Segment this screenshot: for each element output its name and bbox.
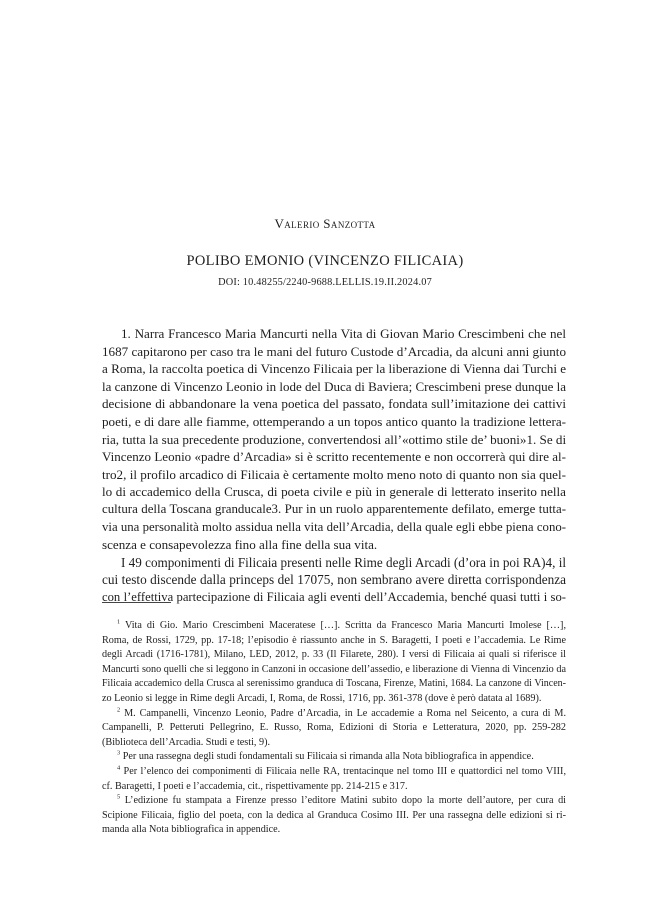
footnote-number: 5 xyxy=(117,794,121,801)
footnote-line: degli Arcadi (1716-1781), Milano, LED, 2012, p. 33 (Il Filarete, 280). I versi di Filicaia ai quali si riferisce il xyxy=(102,649,566,661)
footnote-line: Vita di Gio. Mario Crescimbeni Maceratese […]. Scritta da Francesco Maria Mancurti Imolese […], xyxy=(124,620,566,631)
body-line: scenza e consapevolezza fino alla fine della sua vita. xyxy=(102,537,378,553)
body-line: decisione di abbandonare la vena poetica del passato, fondata sull’imitazione dei cattivi xyxy=(102,396,566,412)
body-line: la canzone di Vincenzo Leonio in lode del Duca di Baviera; Crescimbeni prese dunque la xyxy=(102,378,566,394)
article-title: POLIBO EMONIO (VINCENZO FILICAIA) xyxy=(186,253,464,269)
author-name: Valerio Sanzotta xyxy=(274,216,376,231)
footnote xyxy=(102,794,566,838)
body-line: lo di accademico della Crusca, di poeta civile e più in generale di letterato inserito nella xyxy=(102,484,566,500)
body-line: poeti, e di dare alle fiamme, ottemperando a un topos antico quanto la tradizione lettera- xyxy=(102,413,566,429)
body-line: con l’effettiva partecipazione di Filicaia agli eventi dell’Accademia, benché quasi tutti i so- xyxy=(102,589,566,604)
body-line: 1687 capitarono per caso tra le mani del futuro Custode d’Arcadia, da alcuni anni giunto xyxy=(102,343,566,359)
footnote xyxy=(102,765,566,794)
footnote xyxy=(102,619,566,707)
footnote-line: Roma, de Rossi, 1729, pp. 17-18; l’episodio è riassunto anche in S. Baragetti, I poeti e l’accademia. Le Rime xyxy=(102,634,566,646)
footnote-line: manda alla Nota bibliografica in appendice. xyxy=(102,824,281,836)
body-line: Vincenzo Leonio «padre d’Arcadia» si è scritto recentemente e non occorrerà qui dire al- xyxy=(102,449,566,465)
footnote-number: 1 xyxy=(117,619,121,626)
footnotes xyxy=(102,619,566,838)
footnote-line: cf. Baragetti, I poeti e l’accademia, cit., rispettivamente pp. 214-215 e 317. xyxy=(102,780,408,792)
body-line: I 49 componimenti di Filicaia presenti nelle Rime degli Arcadi (d’ora in poi RA)4, il xyxy=(121,554,566,570)
footnote-line: Per una rassegna degli studi fondamentali su Filicaia si rimanda alla Nota bibliografica in appendice. xyxy=(122,751,534,763)
footnote-line: (Biblioteca dell’Arcadia. Studi e testi, 9). xyxy=(102,736,271,748)
body-line: cui testo discende dalla princeps del 17075, non sembrano avere diretta corrispondenza xyxy=(102,572,566,588)
footnote-line: Per l’elenco dei componimenti di Filicaia nelle RA, trentacinque nel tomo III e quattordici nel tomo VIII, xyxy=(123,765,566,777)
body-line: cultura della Toscana granducale3. Pur in un ruolo apparentemente defilato, emerge tutta- xyxy=(102,501,566,516)
footnote-line: zo Leonio si legge in Rime degli Arcadi, I, Roma, de Rossi, 1716, pp. 361-378 (dove è però datata al 1689). xyxy=(102,692,542,704)
footnote-line: L’edizione fu stampata a Firenze presso l’editore Matini subito dopo la morte dell’autore, per cura di xyxy=(124,795,566,807)
footnote-separator xyxy=(102,602,171,603)
body-line: 1. Narra Francesco Maria Mancurti nella Vita di Giovan Mario Crescimbeni che nel xyxy=(121,326,566,341)
footnote-line: Filicaia accademico della Crusca al serenissimo granduca di Toscana, Firenze, Matini, 1684. La canzone di Vincen- xyxy=(102,678,566,690)
body-line: a Roma, la raccolta poetica di Vincenzo Filicaia per la liberazione di Vienna dai Turchi e xyxy=(102,361,566,377)
footnote xyxy=(102,707,566,751)
footnote xyxy=(102,750,566,765)
body-text xyxy=(102,325,566,607)
footnote-number: 3 xyxy=(117,750,121,757)
doi: DOI: 10.48255/2240-9688.LELLIS.19.II.2024.07 xyxy=(218,277,432,288)
body-line: ria, tutta la sua precedente produzione, convertendosi all’«ottimo stile de’ buoni»1. Se di xyxy=(102,431,566,447)
footnote-line: M. Campanelli, Vincenzo Leonio, Padre d’Arcadia, in Le accademie a Roma nel Seicento, a cura di M. xyxy=(124,707,566,719)
body-line: tro2, il profilo arcadico di Filicaia è certamente molto meno noto di quanto non sia quel- xyxy=(102,466,566,482)
footnote-line: Scipione Filicaia, figlio del poeta, con la dedica al Granduca Cosimo III. Per una rassegna delle edizioni si ri- xyxy=(102,809,566,821)
footnote-line: Campanelli, P. Petteruti Pellegrino, E. Russo, Roma, Edizioni di Storia e Letteratura, 2020, pp. 259-282 xyxy=(102,722,566,734)
footnote-number: 2 xyxy=(117,706,121,714)
footnote-line: Mancurti sono quelli che si leggono in Canzoni in occasione dell’assedio, e liberazione di Vienna di Vincenzio da xyxy=(102,663,566,675)
body-line: via una personalità molto assidua nella vita dell’Arcadia, della quale egli ebbe piena cono- xyxy=(102,519,566,534)
footnote-number: 4 xyxy=(117,764,121,772)
